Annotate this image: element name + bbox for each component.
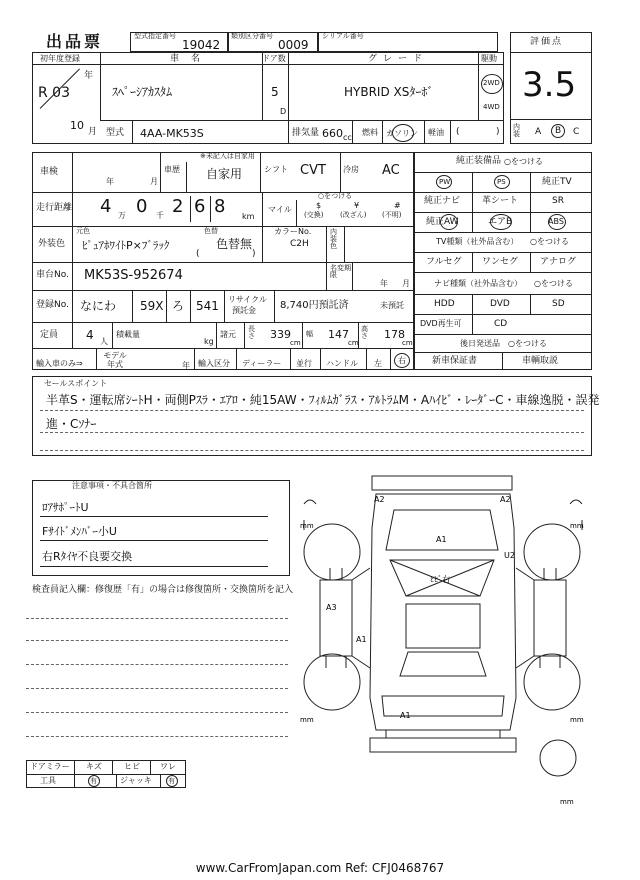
model-year-label: モデル年式 xyxy=(103,351,127,369)
interior-a: A xyxy=(535,127,542,137)
doors-value: 5 xyxy=(271,85,279,99)
category-value: 0009 xyxy=(278,38,309,52)
interior-label: 内装 xyxy=(513,123,520,138)
handle-left: 左 xyxy=(374,359,382,368)
type-designation-label: 型式指定番号 xyxy=(134,32,176,40)
diagram-a2-right: A2 xyxy=(500,495,511,504)
diagram-a2-left: A2 xyxy=(374,495,385,504)
mileage-unit-man: 万 xyxy=(118,211,126,220)
name-change-year: 年 xyxy=(380,279,388,288)
notes-label: 注意事項・不具合箇所 xyxy=(72,481,152,490)
tools-present: 有 xyxy=(90,777,97,785)
mileage-digit-5: 8 xyxy=(214,196,226,217)
height-value: 178 xyxy=(384,328,405,341)
name-change-label: 名変期限 xyxy=(330,264,351,279)
mileage-label: 走行距離 xyxy=(36,203,73,213)
mileage-digit-3: 2 xyxy=(172,196,184,217)
diagram-windshield: ﾋﾋﾞ右 xyxy=(430,575,450,584)
reg-kana: ろ xyxy=(172,299,185,313)
hdd: HDD xyxy=(434,299,455,309)
shift-label: シフト xyxy=(264,165,288,174)
recycle-value: 8,740円預託済 xyxy=(280,300,349,311)
color-no-value: C2H xyxy=(290,239,309,249)
oem-navi: 純正ナビ xyxy=(424,196,461,206)
load-label: 積載量 xyxy=(116,330,140,339)
displacement-label: 排気量 xyxy=(292,128,320,138)
model-label: 型式 xyxy=(106,128,125,138)
doors-suffix: D xyxy=(280,107,287,116)
tv-type-note: ○をつける xyxy=(530,237,569,246)
oem-label: 純正装備品 xyxy=(456,156,502,166)
docs-label: 後日発送品 xyxy=(460,339,500,348)
legend-break: ワレ xyxy=(160,762,176,771)
handle-right: 右 xyxy=(398,356,406,365)
sales-points-line-1: 半革S・運転席ｼｰﾄH・両側Pｽﾗ・ｴｱﾛ・純15AW・ﾌｨﾙﾑｶﾞﾗｽ・ｱﾙﾄﾗﾑM・Aﾊｲﾋﾞ・ﾚｰﾀﾞｰC・車線逸脱・誤発 xyxy=(46,393,600,407)
car-name-value: ｽﾍﾟｰｼｱｶｽﾀﾑ xyxy=(112,85,173,99)
drive-4wd: 4WD xyxy=(483,103,500,111)
navi-type-label: ナビ種類（社外品含む） xyxy=(434,279,522,288)
tamper-mark: ¥ xyxy=(354,201,360,210)
legend-tools: 工具 xyxy=(40,776,56,785)
inspection-month: 月 xyxy=(150,177,158,186)
color-change-label: 色替 xyxy=(204,227,218,235)
displacement-value: 660 xyxy=(322,127,343,140)
serial-label: シリアル番号 xyxy=(322,32,364,40)
airbag: エアB xyxy=(488,217,513,227)
notes-line-1: ﾛｱｻﾎﾟｰﾄU xyxy=(42,501,89,514)
mileage-digit-2: 0 xyxy=(136,196,148,217)
reg-area: なにわ xyxy=(80,299,117,313)
sales-points-block xyxy=(32,376,592,456)
chassis-value: MK53S-952674 xyxy=(84,268,183,283)
first-reg-month: 10 xyxy=(70,119,84,132)
notes-line-3: 右Rﾀｲﾔ不良要交換 xyxy=(42,550,133,563)
oem-note: ○をつける xyxy=(504,157,543,166)
jack-present: 有 xyxy=(168,777,175,785)
shift-value: CVT xyxy=(300,163,326,178)
width-unit: cm xyxy=(348,339,359,347)
legend-scratch: キズ xyxy=(86,762,102,771)
category-label: 類別区分番号 xyxy=(231,32,273,40)
dvd-play: DVD再生可 xyxy=(420,319,462,328)
first-reg-label: 初年度登録 xyxy=(40,54,80,63)
one-seg: ワンセグ xyxy=(482,257,519,267)
score-value: 3.5 xyxy=(522,65,577,105)
size-label: 諸元 xyxy=(220,330,236,339)
grade-value: HYBRID XSﾀｰﾎﾞ xyxy=(344,85,434,99)
usage-value: 自家用 xyxy=(206,167,243,181)
full-seg: フルセグ xyxy=(426,257,462,267)
color-label: 外装色 xyxy=(38,239,66,249)
unknown-mark: # xyxy=(394,201,401,210)
parallel-label: 並行 xyxy=(296,359,312,368)
capacity-value: 4 xyxy=(86,328,94,342)
fuel-value: ガソリン xyxy=(386,129,418,138)
power-steering: PS xyxy=(497,178,506,186)
name-change-month: 月 xyxy=(402,279,410,288)
cd: CD xyxy=(494,319,508,329)
mileage-unit-km: km xyxy=(242,212,255,221)
model-year-suffix: 年 xyxy=(182,361,190,370)
reg-label: 登録No. xyxy=(36,300,69,310)
color-original-label: 元色 xyxy=(76,227,90,235)
chassis-label: 車台No. xyxy=(36,270,69,280)
length-label: 長さ xyxy=(248,325,255,340)
docs-note: ○をつける xyxy=(508,339,547,348)
inspection-label: 車検 xyxy=(40,167,59,177)
manual: 車輌取説 xyxy=(522,356,559,366)
abs: ABS xyxy=(548,217,564,226)
exchange-mark: $ xyxy=(316,201,322,210)
length-unit: cm xyxy=(290,339,301,347)
grade-label: グレード xyxy=(368,54,429,64)
diagram-a1-side: A1 xyxy=(356,635,367,644)
tv-type-label: TV種類（社外品含む） xyxy=(436,237,519,246)
score-label: 評価点 xyxy=(530,37,564,47)
reg-number: 541 xyxy=(196,299,219,313)
capacity-unit: 人 xyxy=(100,337,108,346)
type-designation-value: 19042 xyxy=(182,38,221,52)
sunroof: SR xyxy=(552,196,564,206)
diagram-mm-4: mm xyxy=(570,716,584,724)
recycle-label-1: リサイクル xyxy=(228,295,267,304)
recycle-none: 未預託 xyxy=(380,301,404,310)
fuel-label: 燃料 xyxy=(362,128,378,137)
doors-label: ドア数 xyxy=(262,54,286,63)
inspector-label: 検査員記入欄：修復歴「有」の場合は修復箇所・交換箇所を記入 xyxy=(32,585,294,595)
color-no-label: カラーNo. xyxy=(274,227,312,236)
first-reg-year-suffix: 年 xyxy=(84,71,94,81)
mileage-circle-note: ○をつける xyxy=(318,192,353,200)
unknown-label: (不明) xyxy=(382,211,402,219)
warranty: 新車保証書 xyxy=(432,356,478,366)
first-reg-month-suffix: 月 xyxy=(88,127,98,137)
diagram-mm-3: mm xyxy=(300,716,314,724)
diagram-a1-rear: A1 xyxy=(400,711,411,720)
interior-b: B xyxy=(555,126,562,136)
drive-2wd: 2WD xyxy=(483,79,500,87)
diagram-a1-hood: A1 xyxy=(436,535,447,544)
page-title: 出品票 xyxy=(46,32,104,51)
dvd: DVD xyxy=(490,299,510,309)
sales-points-line-2: 進・Cｿﾅｰ xyxy=(46,417,97,431)
import-label: 輸入車のみ⇒ xyxy=(36,359,83,368)
legend-door-mirror: ドアミラー xyxy=(30,762,70,771)
notes-line-2: Fｻｲﾄﾞﾒﾝﾊﾞｰ小U xyxy=(42,525,117,538)
diagram-u2: U2 xyxy=(504,551,515,560)
width-label: 幅 xyxy=(306,330,313,338)
sales-points-label: セールスポイント xyxy=(44,379,108,388)
sd: SD xyxy=(552,299,565,309)
load-unit: kg xyxy=(204,337,214,346)
displacement-unit: cc xyxy=(343,133,352,142)
length-value: 339 xyxy=(270,328,291,341)
diagram-a3: A3 xyxy=(326,603,337,612)
interior-c: C xyxy=(573,127,580,137)
height-label: 高さ xyxy=(361,325,368,340)
usage-note: ※未記入は自家用 xyxy=(200,152,255,160)
car-name-label: 車名 xyxy=(170,54,213,64)
model-value: 4AA-MK53S xyxy=(140,127,204,140)
legend-crack: ヒビ xyxy=(124,762,140,771)
diagram-mm-5: mm xyxy=(560,798,574,806)
color-value: ﾋﾟｭｱﾎﾜｲﾄP×ﾌﾞﾗｯｸ xyxy=(82,239,170,252)
exchange-label: (交換) xyxy=(304,211,324,219)
height-unit: cm xyxy=(402,339,413,347)
first-reg-era: R 03 xyxy=(38,85,70,101)
mileage-digit-4: 6 xyxy=(194,196,206,217)
ac-value: AC xyxy=(382,163,400,178)
dealer-label: ディーラー xyxy=(242,359,282,368)
diagram-mm-1: mm xyxy=(300,522,314,530)
mile-label: マイル xyxy=(268,205,292,214)
width-value: 147 xyxy=(328,328,349,341)
oem-aw: 純正AW xyxy=(426,217,459,227)
import-type-label: 輸入区分 xyxy=(198,359,230,368)
interior-color-label: 内装色 xyxy=(330,228,337,250)
oem-tv: 純正TV xyxy=(542,177,572,187)
leather-seat: 革シート xyxy=(482,196,519,206)
recycle-label-2: 預託金 xyxy=(232,306,256,315)
analog: アナログ xyxy=(540,257,577,267)
footer-url: www.CarFromJapan.com Ref: CFJ0468767 xyxy=(195,861,445,875)
legend-jack: ジャッキ xyxy=(120,776,152,785)
tamper-label: (改ざん) xyxy=(340,211,367,219)
color-change-value: 色替無 xyxy=(216,237,253,251)
car-damage-diagram xyxy=(290,468,596,808)
usage-label: 車歴 xyxy=(164,165,180,174)
reg-class: 59X xyxy=(140,299,164,313)
power-window: PW xyxy=(439,178,451,186)
handle-label: ハンドル xyxy=(326,359,358,368)
capacity-label: 定員 xyxy=(40,330,59,340)
diagram-mm-2: mm xyxy=(570,522,584,530)
navi-type-note: ○をつける xyxy=(534,279,573,288)
mileage-digit-1: 4 xyxy=(100,196,112,217)
drive-label: 駆動 xyxy=(481,54,497,63)
inspection-year: 年 xyxy=(106,177,114,186)
ac-label: 冷房 xyxy=(343,165,359,174)
mileage-unit-sen: 千 xyxy=(156,211,164,220)
light-oil-label: 軽油 xyxy=(428,128,444,137)
